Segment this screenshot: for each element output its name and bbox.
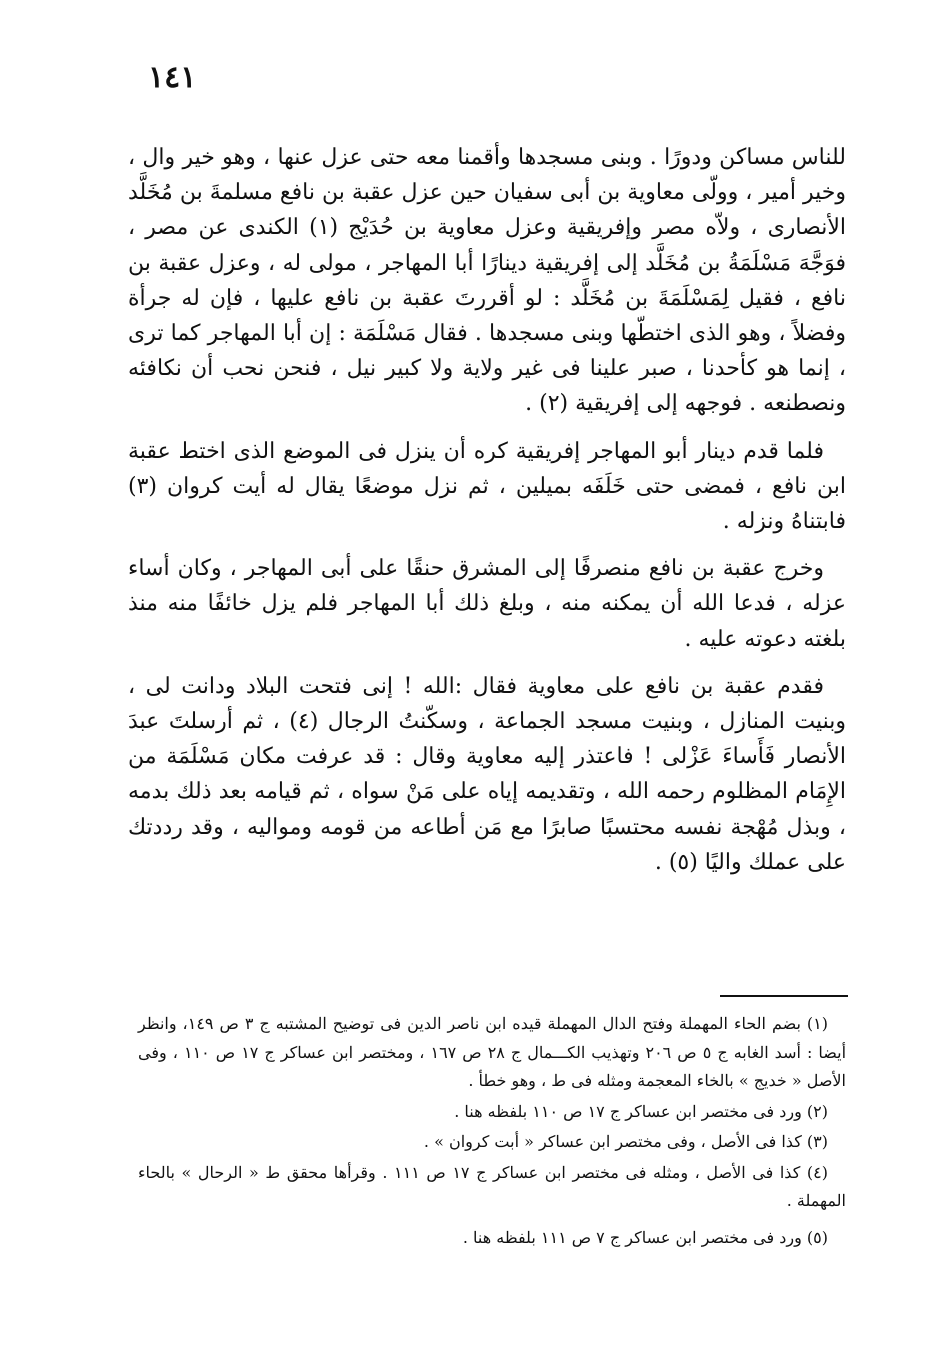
footnote: (٤) كذا فى الأصل ، ومثله فى مختصر ابن عساكر ج ١٧ ص ١١١ . وقرأها محقق ط « الرحال » بالحاء المهملة . <box>138 1162 846 1210</box>
paragraph: للناس مساكن ودورًا . وبنى مسجدها وأقمنا معه حتى عزل عنها ، وهو خير وال ، وخير أمير ، وولّى معاوية بن أبى سفيان حين عزل عقبة بن نافع مسلمةَ بن مُخَلَّد الأنصارى ، ولاّه مصر وإفريقية وعزل معاوية بن حُدَيْج (١) الكندى عن مصر ، فوَجَّهَ مَسْلَمَةُ بن مُخَلَّد إلى إفريقية دينارًا أبا المهاجر ، مولى له ، وعزل عقبة بن نافع ، فقيل لِمَسْلَمَةَ بن مُخَلَّد : لو أقررتَ عقبة بن نافع عليها ، فإن له جرأة وفضلاً ، وهو الذى اختطّها وبنى مسجدها . فقال مَسْلَمَة : إن أبا المهاجر كما ترى ، إنما هو كأحدنا ، صبر علينا فى غير ولاية ولا كبير نيل ، فنحن نحب أن نكافئه ونصطنعه . فوجهه إلى إفريقية (٢) . <box>128 145 846 417</box>
footnote: (٥) ورد فى مختصر ابن عساكر ج ٧ ص ١١١ بلفظه هنا . <box>462 1227 828 1247</box>
footnote: (٢) ورد فى مختصر ابن عساكر ج ١٧ ص ١١٠ بلفظه هنا . <box>454 1101 828 1121</box>
footnote-separator <box>720 995 848 997</box>
paragraph: فلما قدم دينار أبو المهاجر إفريقية كره أن ينزل فى الموضع الذى اختط عقبة ابن نافع ، فمضى حتى خَلَفَه بميلين ، ثم نزل موضعًا يقال له أيت كروان (٣) فابتناهُ ونزله . <box>128 438 846 535</box>
paragraph: فقدم عقبة بن نافع على معاوية فقال :الله ! إنى فتحت البلاد ودانت لى ، وبنيت المنازل ، وبنيت مسجد الجماعة ، وسكّنتُ الرجال (٤) ، ثم أرسلتَ عبدَ الأنصار فَأَساءَ عَزْلى ! فاعتذر إليه معاوية وقال : قد عرفت مكان مَسْلَمَة من الإِمَام المظلوم رحمه الله ، وتقديمه إياه على مَنْ سواه ، ثم قيامه بعد ذلك بدمه ، وبذل مُهْجة نفسه محتسبًا صابرًا مع مَن أطاعه من قومه ومواليه ، وقد رددتك على عملك واليًا (٥) . <box>128 673 846 875</box>
main-text <box>128 140 846 892</box>
footnotes <box>138 1010 846 1254</box>
paragraph: وخرج عقبة بن نافع منصرفًا إلى المشرق حنقًا على أبى المهاجر ، وكان أساء عزله ، فدعا الله أن يمكنه منه ، وبلغ ذلك أبا المهاجر فلم يزل خائفًا منه منذ بلغته دعوته عليه . <box>128 556 846 652</box>
footnote: (١) بضم الحاء المهملة وفتح الدال المهملة قيده ابن ناصر الدين فى توضيح المشتبه ج ٣ ص ١٤٩، وانظر أيضا : أسد الغابه ج ٥ ص ٢٠٦ وتهذيب الكـــمال ج ٢٨ ص ١٦٧ ، ومختصر ابن عساكر ج ١٧ ص ١١٠ ، وفى الأصل « خديج » بالخاء المعجمة ومثله فى ط ، وهو خطأ . <box>138 1014 847 1090</box>
page-number: ١٤١ <box>148 60 197 95</box>
footnote: (٣) كذا فى الأصل ، وفى مختصر ابن عساكر « أبت كروان » . <box>423 1132 828 1151</box>
